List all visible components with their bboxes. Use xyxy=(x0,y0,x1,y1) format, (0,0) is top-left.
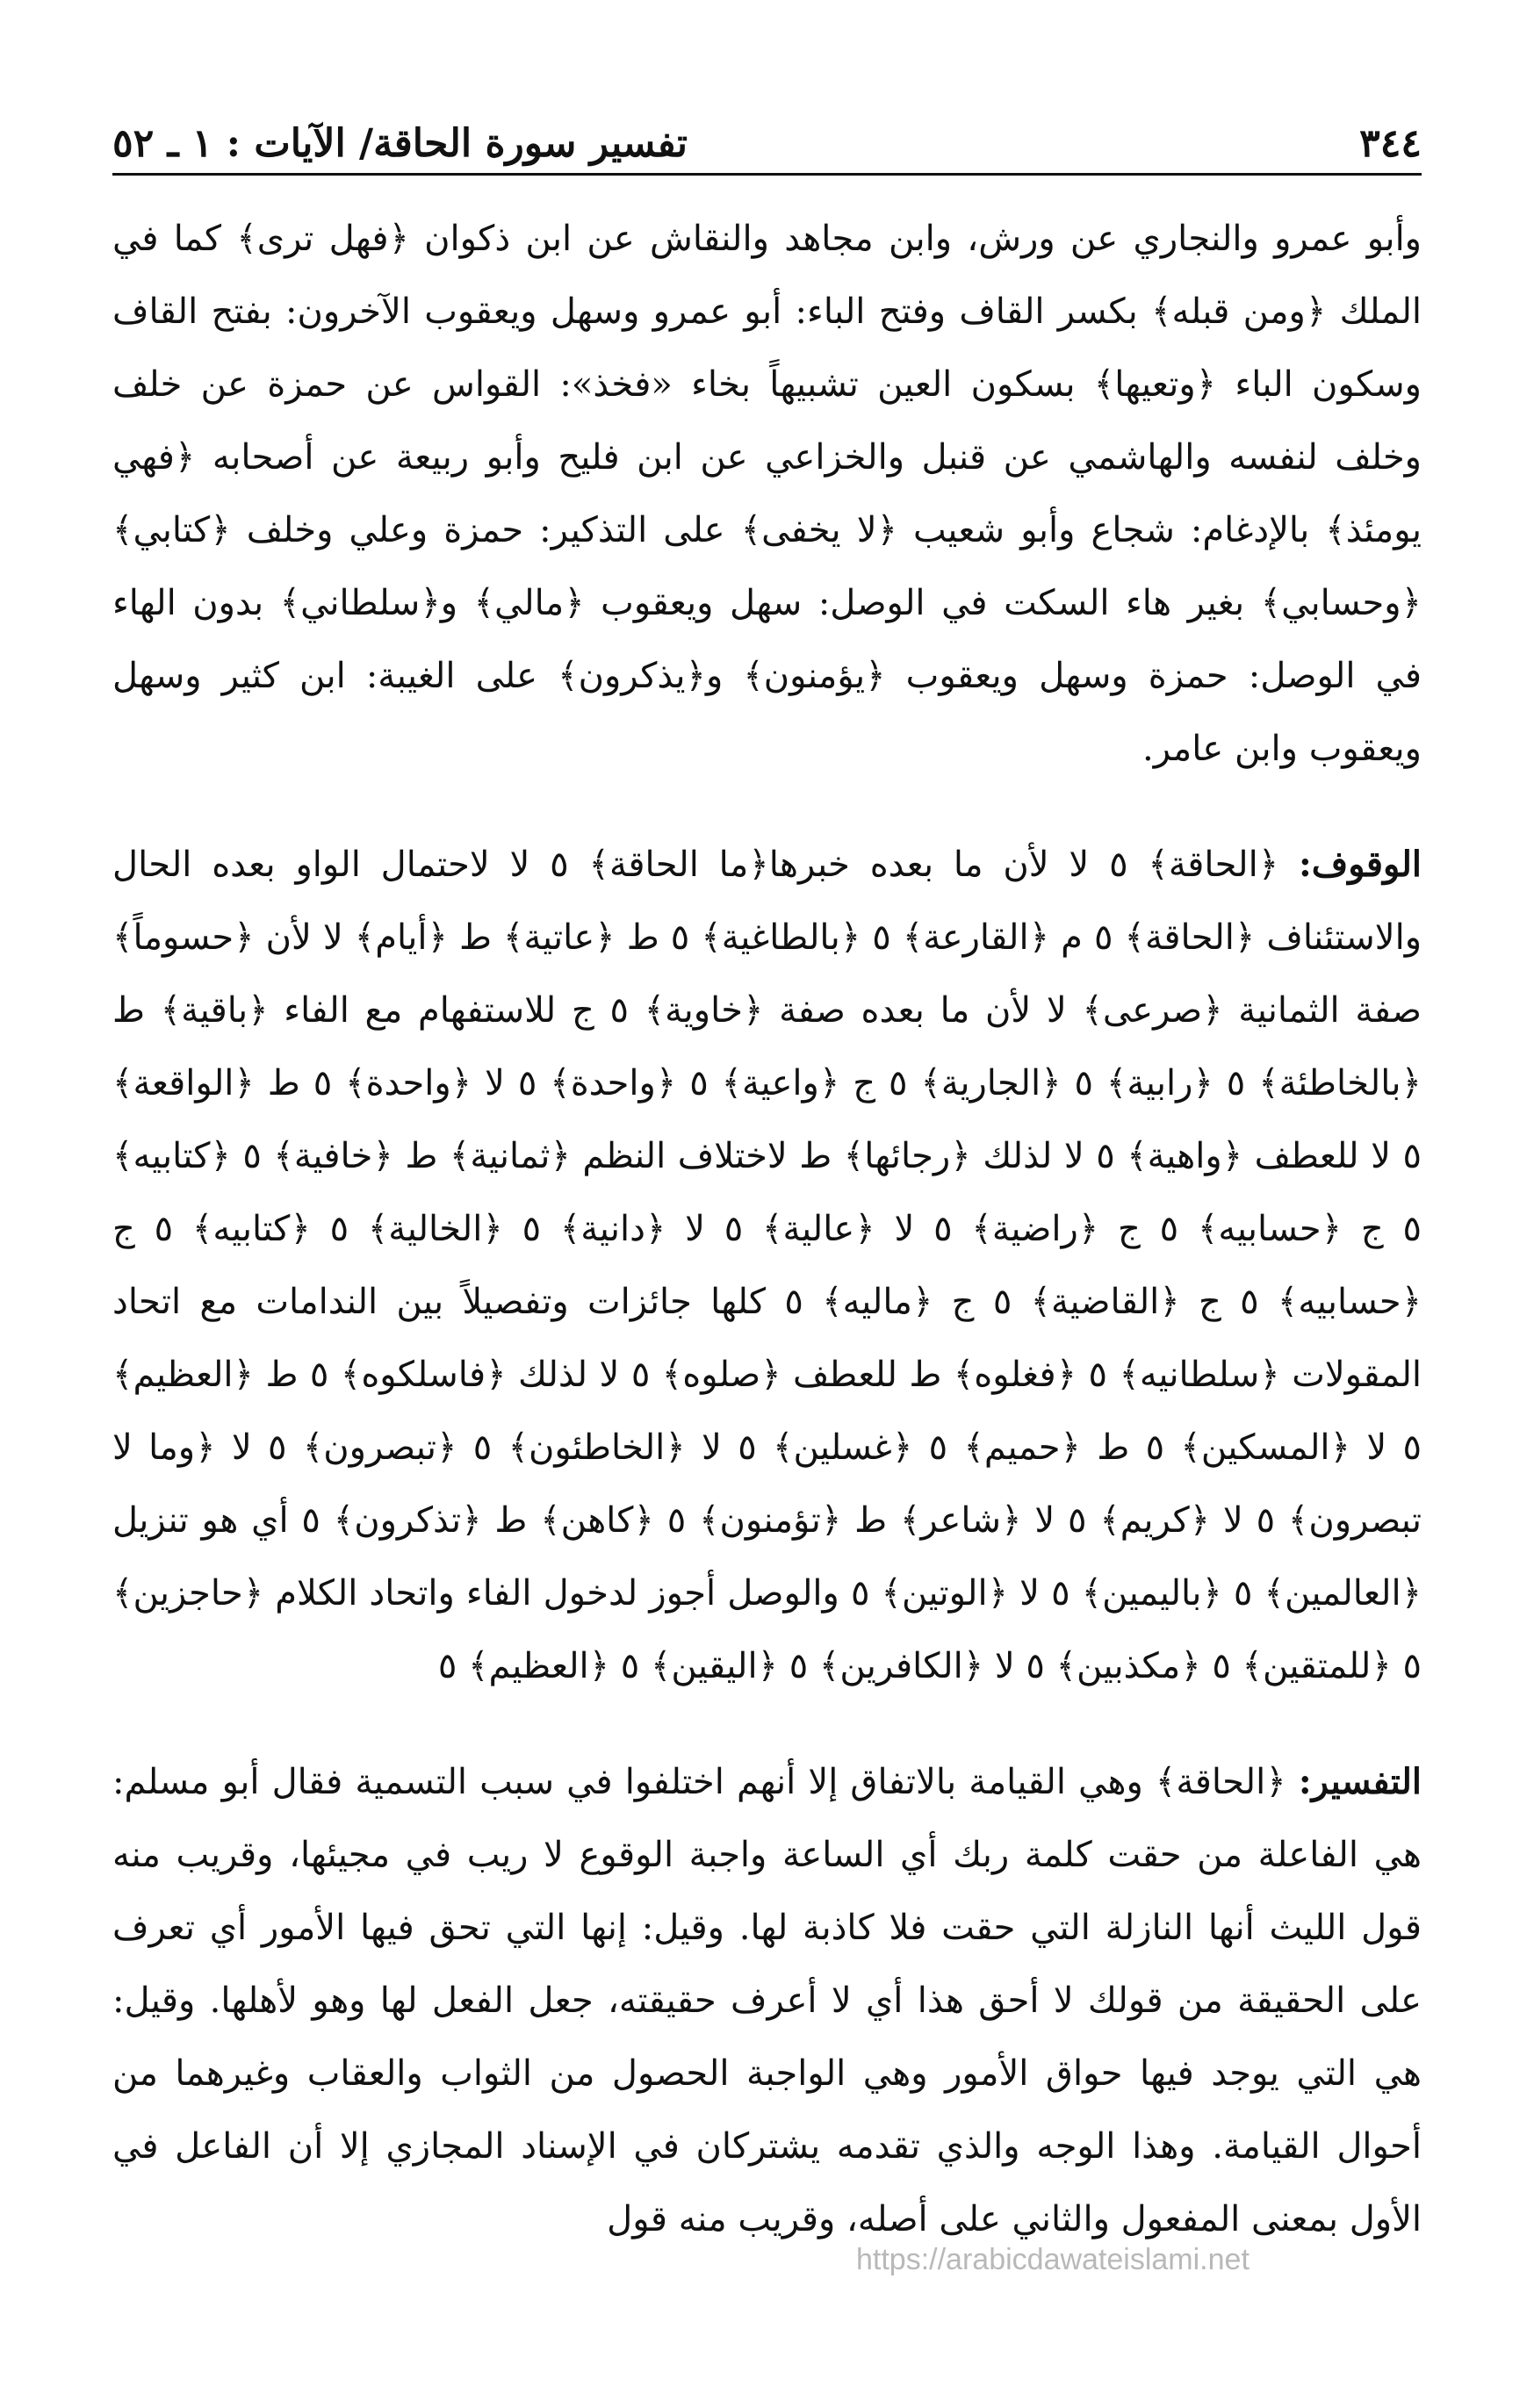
page-number: ٣٤٤ xyxy=(1359,121,1422,166)
running-title: تفسير سورة الحاقة/ الآيات : ١ ـ ٥٢ xyxy=(112,121,688,166)
paragraph-text: وأبو عمرو والنجاري عن ورش، وابن مجاهد والنقاش عن ابن ذكوان ﴿فهل ترى﴾ كما في الملك ﴿ومن قبله﴾ بكسر القاف وفتح الباء: أبو عمرو وسهل ويعقوب الآخرون: بفتح القاف وسكون الباء ﴿وتعيها﴾ بسكون العين تشبيهاً بخاء «فخذ»: القواس عن حمزة عن خلف وخلف لنفسه والهاشمي عن قنبل والخزاعي عن ابن فليح وأبو ربيعة عن أصحابه ﴿فهي يومئذ﴾ بالإدغام: شجاع وأبو شعيب ﴿لا يخفى﴾ على التذكير: حمزة وعلي وخلف ﴿كتابي﴾ ﴿وحسابي﴾ بغير هاء السكت في الوصل: سهل ويعقوب ﴿مالي﴾ و﴿سلطاني﴾ بدون الهاء في الوصل: حمزة وسهل ويعقوب ﴿يؤمنون﴾ و﴿يذكرون﴾ على الغيبة: ابن كثير وسهل ويعقوب وابن عامر. xyxy=(112,219,1422,769)
paragraph-stops xyxy=(112,828,1422,1703)
watermark: https://arabicdawateislami.net xyxy=(856,2243,1250,2276)
paragraph-readings xyxy=(112,202,1422,786)
page-header xyxy=(112,105,1422,176)
paragraph-text: ﴿الحاقة﴾ وهي القيامة بالاتفاق إلا أنهم اختلفوا في سبب التسمية فقال أبو مسلم: هي الفاعلة من حقت كلمة ربك أي الساعة واجبة الوقوع لا ريب في مجيئها، وقريب منه قول الليث أنها النازلة التي حقت فلا كاذبة لها. وقيل: إنها التي تحق فيها الأمور أي تعرف على الحقيقة من قولك لا أحق هذا أي لا أعرف حقيقته، جعل الفعل لها وهو لأهلها. وقيل: هي التي يوجد فيها حواق الأمور وهي الواجبة الحصول من الثواب والعقاب وغيرهما من أحوال القيامة. وهذا الوجه والذي تقدمه يشتركان في الإسناد المجازي إلا أن الفاعل في الأول بمعنى المفعول والثاني على أصله، وقريب منه قول xyxy=(112,1762,1422,2239)
paragraph-lead: التفسير: xyxy=(1298,1761,1422,1802)
paragraph-lead: الوقوف: xyxy=(1299,844,1422,885)
paragraph-tafsir xyxy=(112,1745,1422,2256)
body-text xyxy=(112,202,1422,2256)
paragraph-text: ﴿الحاقة﴾ ٥ لا لأن ما بعده خبرها﴿ما الحاقة﴾ ٥ لا لاحتمال الواو بعده الحال والاستئناف ﴿الحاقة﴾ ٥ م ﴿القارعة﴾ ٥ ﴿بالطاغية﴾ ٥ ط ﴿عاتية﴾ ط ﴿أيام﴾ لا لأن ﴿حسوماً﴾ صفة الثمانية ﴿صرعى﴾ لا لأن ما بعده صفة ﴿خاوية﴾ ٥ ج للاستفهام مع الفاء ﴿باقية﴾ ط ﴿بالخاطئة﴾ ٥ ﴿رابية﴾ ٥ ﴿الجارية﴾ ٥ ج ﴿واعية﴾ ٥ ﴿واحدة﴾ ٥ لا ﴿واحدة﴾ ٥ ط ﴿الواقعة﴾ ٥ لا للعطف ﴿واهية﴾ ٥ لا لذلك ﴿رجائها﴾ ط لاختلاف النظم ﴿ثمانية﴾ ط ﴿خافية﴾ ٥ ﴿كتابيه﴾ ٥ ج ﴿حسابيه﴾ ٥ ج ﴿راضية﴾ ٥ لا ﴿عالية﴾ ٥ لا ﴿دانية﴾ ٥ ﴿الخالية﴾ ٥ ﴿كتابيه﴾ ٥ ج ﴿حسابيه﴾ ٥ ج ﴿القاضية﴾ ٥ ج ﴿ماليه﴾ ٥ كلها جائزات وتفصيلاً بين الندامات مع اتحاد المقولات ﴿سلطانيه﴾ ٥ ﴿فغلوه﴾ ط للعطف ﴿صلوه﴾ ٥ لا لذلك ﴿فاسلكوه﴾ ٥ ط ﴿العظيم﴾ ٥ لا ﴿المسكين﴾ ٥ ط ﴿حميم﴾ ٥ ﴿غسلين﴾ ٥ لا ﴿الخاطئون﴾ ٥ ﴿تبصرون﴾ ٥ لا ﴿وما لا تبصرون﴾ ٥ لا ﴿كريم﴾ ٥ لا ﴿شاعر﴾ ط ﴿تؤمنون﴾ ٥ ﴿كاهن﴾ ط ﴿تذكرون﴾ ٥ أي هو تنزيل ﴿العالمين﴾ ٥ ﴿باليمين﴾ ٥ لا ﴿الوتين﴾ ٥ والوصل أجوز لدخول الفاء واتحاد الكلام ﴿حاجزين﴾ ٥ ﴿للمتقين﴾ ٥ ﴿مكذبين﴾ ٥ لا ﴿الكافرين﴾ ٥ ﴿اليقين﴾ ٥ ﴿العظيم﴾ ٥ xyxy=(112,845,1422,1686)
